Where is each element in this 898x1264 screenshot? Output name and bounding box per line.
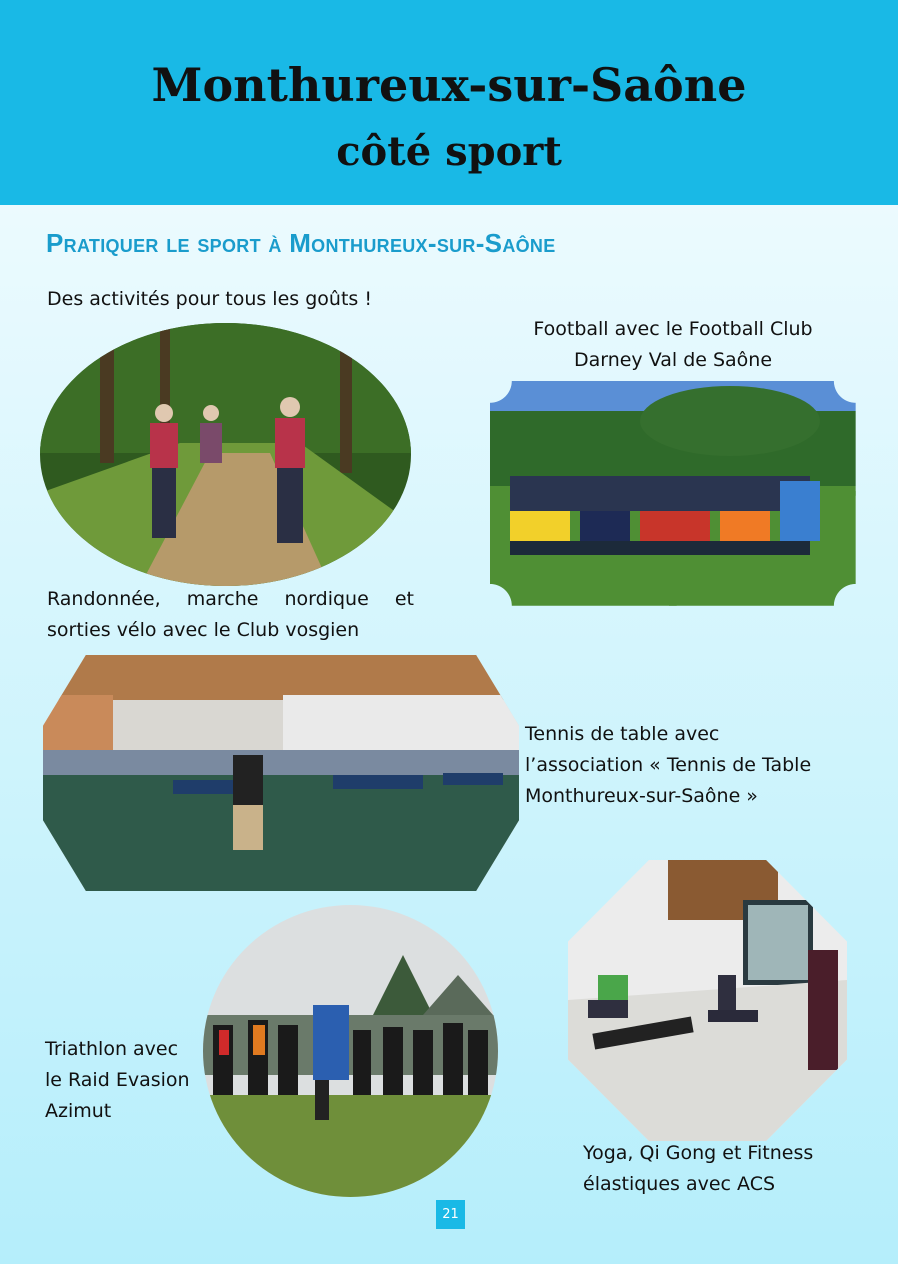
table-tennis-caption-line: Monthureux-sur-Saône » (525, 785, 758, 807)
page-number: 21 (436, 1200, 465, 1229)
title-banner (0, 0, 898, 205)
football-photo (490, 381, 856, 606)
table-tennis-caption (525, 719, 811, 812)
yoga-caption-line: Yoga, Qi Gong et Fitness (583, 1142, 814, 1164)
football-caption-line: Darney Val de Saône (573, 349, 773, 371)
triathlon-caption-line: Azimut (45, 1100, 112, 1122)
page-title: Monthureux-sur-Saône (151, 58, 747, 112)
triathlon-photo (203, 905, 498, 1197)
triathlon-caption-line: Triathlon avec (45, 1038, 179, 1060)
hiking-photo (40, 323, 411, 586)
table-tennis-caption-line: l’association « Tennis de Table (525, 754, 812, 776)
yoga-photo (568, 860, 847, 1141)
table-tennis-caption-line: Tennis de table avec (525, 723, 720, 745)
section-title: Pratiquer le sport à Monthureux-sur-Saône (46, 228, 556, 258)
table-tennis-photo (43, 655, 519, 891)
intro-text: Des activités pour tous les goûts ! (47, 288, 372, 310)
triathlon-caption-line: le Raid Evasion (45, 1069, 190, 1091)
hiking-caption (47, 584, 414, 646)
yoga-caption (583, 1138, 813, 1200)
triathlon-caption (45, 1034, 190, 1127)
page-subtitle: côté sport (336, 128, 562, 175)
hiking-caption-line: sorties vélo avec le Club vosgien (47, 619, 360, 641)
hiking-caption-line: Randonnée, marche nordique et (47, 588, 414, 610)
football-caption (490, 314, 856, 376)
football-caption-line: Football avec le Football Club (533, 318, 813, 340)
yoga-caption-line: élastiques avec ACS (583, 1173, 776, 1195)
